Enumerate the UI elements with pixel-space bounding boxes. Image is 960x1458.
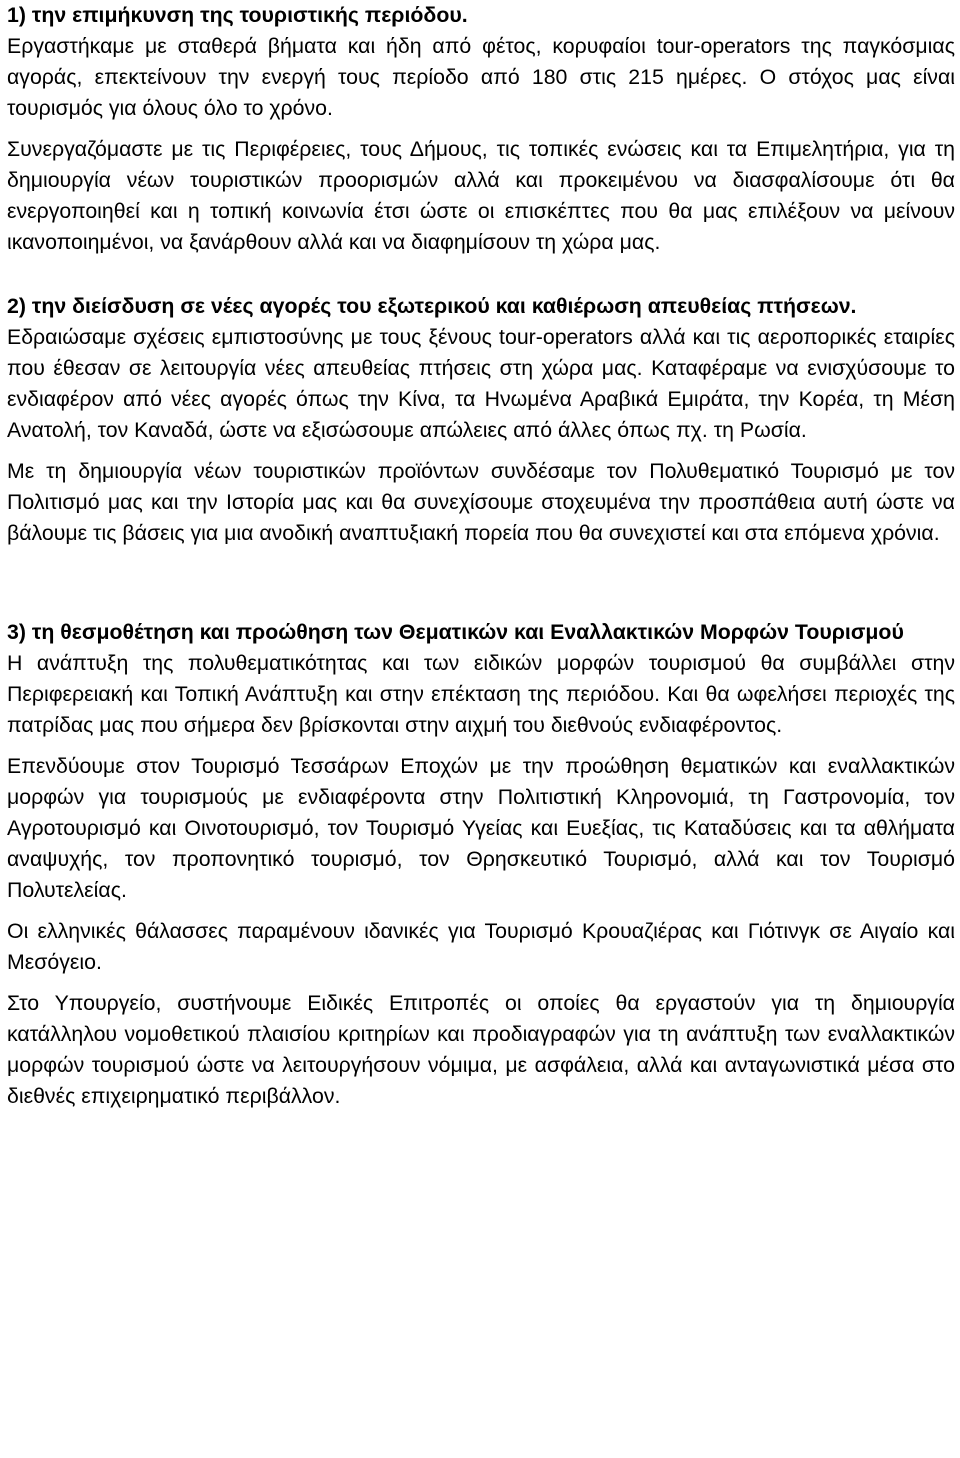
section-3-paragraph-3: Οι ελληνικές θάλασσες παραμένουν ιδανικές για Τουρισμό Κρουαζιέρας και Γιότινγκ σε Αιγαίο και Μεσόγειο. — [7, 919, 955, 974]
section-1-paragraph-2: Συνεργαζόμαστε με τις Περιφέρειες, τους Δήμους, τις τοπικές ενώσεις και τα Επιμελητήρια, για τη δημιουργία νέων τουριστικών προορισμών αλλά και προκειμένου να διασφαλίσουμε ότι θα ενεργοποιηθεί και η τοπική κοινωνία έτσι ώστε οι επισκέπτες που θα μας επιλέξουν να μείνουν ικανοποιημένοι, να ξανάρθουν αλλά και να διαφημίσουν τη χώρα μας. — [7, 137, 955, 254]
section-2-paragraph-1: Εδραιώσαμε σχέσεις εμπιστοσύνης με τους ξένους tour-operators αλλά και τις αεροπορικές εταιρίες που έθεσαν σε λειτουργία νέες απευθείας πτήσεις στη χώρα μας. Καταφέραμε να ενισχύσουμε το ενδιαφέρον από νέες αγορές όπως την Κίνα, τα Ηνωμένα Αραβικά Εμιράτα, την Κορέα, τη Μέση Ανατολή, τον Καναδά, ώστε να εξισώσουμε απώλειες από άλλες όπως πχ. τη Ρωσία. — [7, 325, 955, 442]
section-2-paragraph-2: Με τη δημιουργία νέων τουριστικών προϊόντων συνδέσαμε τον Πολυθεματικό Τουρισμό με τον Πολιτισμό μας και την Ιστορία μας και θα συνεχίσουμε στοχευμένα την προσπάθεια αυτή ώστε να βάλουμε τις βάσεις για μια ανοδική αναπτυξιακή πορεία που θα συνεχιστεί και στα επόμενα χρόνια. — [7, 459, 955, 545]
section-3-paragraph-2: Επενδύουμε στον Τουρισμό Τεσσάρων Εποχών με την προώθηση θεματικών και εναλλακτικών μορφών για τουρισμούς με ενδιαφέροντα στην Πολιτιστική Κληρονομιά, τη Γαστρονομία, τον Αγροτουρισμό και Οινοτουρισμό, τον Τουρισμό Υγείας και Ευεξίας, τις Καταδύσεις και τα αθλήματα αναψυχής, τον προπονητικό τουρισμό, τον Θρησκευτικό Τουρισμό, αλλά και τον Τουρισμό Πολυτελείας. — [7, 754, 955, 902]
section-1-heading: 1) την επιμήκυνση της τουριστικής περιόδου. — [7, 3, 468, 27]
section-1-paragraph-1: Εργαστήκαμε με σταθερά βήματα και ήδη από φέτος, κορυφαίοι tour-operators της παγκόσμιας αγοράς, επεκτείνουν την ενεργή τους περίοδο από 180 στις 215 ημέρες. Ο στόχος μας είναι τουρισμός για όλους όλο το χρόνο. — [7, 34, 955, 120]
section-3-heading: 3) τη θεσμοθέτηση και προώθηση των Θεματικών και Εναλλακτικών Μορφών Τουρισμού — [7, 620, 904, 644]
document-page — [7, 0, 955, 1112]
section-2-heading: 2) την διείσδυση σε νέες αγορές του εξωτερικού και καθιέρωση απευθείας πτήσεων. — [7, 294, 857, 318]
section-3-paragraph-4: Στο Υπουργείο, συστήνουμε Ειδικές Επιτροπές οι οποίες θα εργαστούν για τη δημιουργία κατάλληλου νομοθετικού πλαισίου κριτηρίων και προδιαγραφών για τη ανάπτυξη των εναλλακτικών μορφών τουρισμού ώστε να λειτουργήσουν νόμιμα, με ασφάλεια, αλλά και ανταγωνιστικά μέσα στο διεθνές επιχειρηματικό περιβάλλον. — [7, 991, 955, 1108]
section-3-paragraph-1: Η ανάπτυξη της πολυθεματικότητας και των ειδικών μορφών τουρισμού θα συμβάλλει στην Περιφερειακή και Τοπική Ανάπτυξη και στην επέκταση της περιόδου. Και θα ωφελήσει περιοχές της πατρίδας μας που σήμερα δεν βρίσκονται στην αιχμή του διεθνούς ενδιαφέροντος. — [7, 651, 955, 737]
